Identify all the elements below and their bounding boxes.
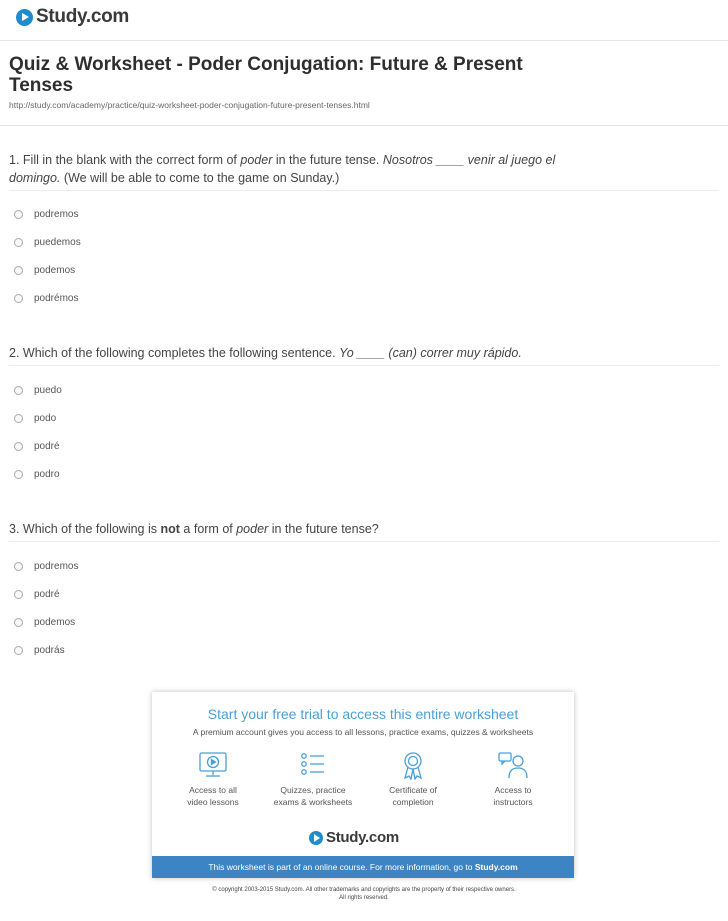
certificate-icon <box>368 750 458 780</box>
question-3: 3. Which of the following is not a form of poder in the future tense? <box>9 522 379 536</box>
instructor-icon <box>468 750 558 780</box>
play-logo-icon <box>309 831 323 845</box>
copyright-footer: © copyright 2003-2015 Study.com. All other trademarks and copyrights are the property of their respective owners. All rights reserved. <box>212 887 516 901</box>
question-divider <box>9 365 719 366</box>
study-logo[interactable] <box>16 6 129 28</box>
study-link[interactable]: Study.com <box>474 862 518 872</box>
radio-button[interactable] <box>14 294 23 303</box>
answer-option[interactable]: puedemos <box>14 237 81 248</box>
free-trial-cta[interactable] <box>152 692 574 878</box>
title-divider <box>0 125 728 126</box>
answer-option[interactable]: podemos <box>14 265 75 276</box>
radio-button[interactable] <box>14 470 23 479</box>
question-divider <box>9 541 719 542</box>
question-2: 2. Which of the following completes the following sentence. Yo ____ (can) correr muy rápido. <box>9 346 522 360</box>
answer-option[interactable]: podemos <box>14 617 75 628</box>
cta-subheadline: A premium account gives you access to all lessons, practice exams, quizzes & worksheets <box>192 727 534 737</box>
radio-button[interactable] <box>14 442 23 451</box>
cta-info-bar: This worksheet is part of an online course. For more information, go to Study.com <box>152 856 574 878</box>
play-logo-icon <box>16 9 33 26</box>
question-divider <box>9 190 719 191</box>
cta-study-logo[interactable]: Study.com <box>309 829 399 846</box>
answer-option[interactable]: podré <box>14 589 60 600</box>
answer-option[interactable]: podro <box>14 469 60 480</box>
radio-button[interactable] <box>14 414 23 423</box>
feature-instructors: Access to instructors <box>468 750 558 808</box>
radio-button[interactable] <box>14 562 23 571</box>
page-title: Quiz & Worksheet - Poder Conjugation: Future & Present Tenses <box>9 54 523 96</box>
answer-option[interactable]: podremos <box>14 561 78 572</box>
feature-certificate: Certificate of completion <box>368 750 458 808</box>
question-1: 1. Fill in the blank with the correct form of poder in the future tense. Nosotros ____ venir al juego el domingo. (We will be able to come to the game on Sunday.) <box>9 153 556 185</box>
video-lesson-icon <box>168 750 258 780</box>
radio-button[interactable] <box>14 266 23 275</box>
radio-button[interactable] <box>14 618 23 627</box>
radio-button[interactable] <box>14 386 23 395</box>
answer-option[interactable]: podremos <box>14 209 78 220</box>
answer-option[interactable]: podrémos <box>14 293 78 304</box>
logo-text: Study.com <box>36 6 130 27</box>
quiz-list-icon <box>268 750 358 780</box>
answer-option[interactable]: puedo <box>14 385 62 396</box>
answer-option[interactable]: podo <box>14 413 56 424</box>
radio-button[interactable] <box>14 590 23 599</box>
header-divider <box>0 40 728 41</box>
radio-button[interactable] <box>14 210 23 219</box>
page-url: http://study.com/academy/practice/quiz-worksheet-poder-conjugation-future-present-tenses.html <box>9 100 370 110</box>
answer-option[interactable]: podrás <box>14 645 65 656</box>
cta-headline[interactable]: Start your free trial to access this entire worksheet <box>207 706 519 722</box>
feature-quizzes: Quizzes, practice exams & worksheets <box>268 750 358 808</box>
feature-video-lessons: Access to all video lessons <box>168 750 258 808</box>
answer-option[interactable]: podré <box>14 441 60 452</box>
radio-button[interactable] <box>14 238 23 247</box>
radio-button[interactable] <box>14 646 23 655</box>
